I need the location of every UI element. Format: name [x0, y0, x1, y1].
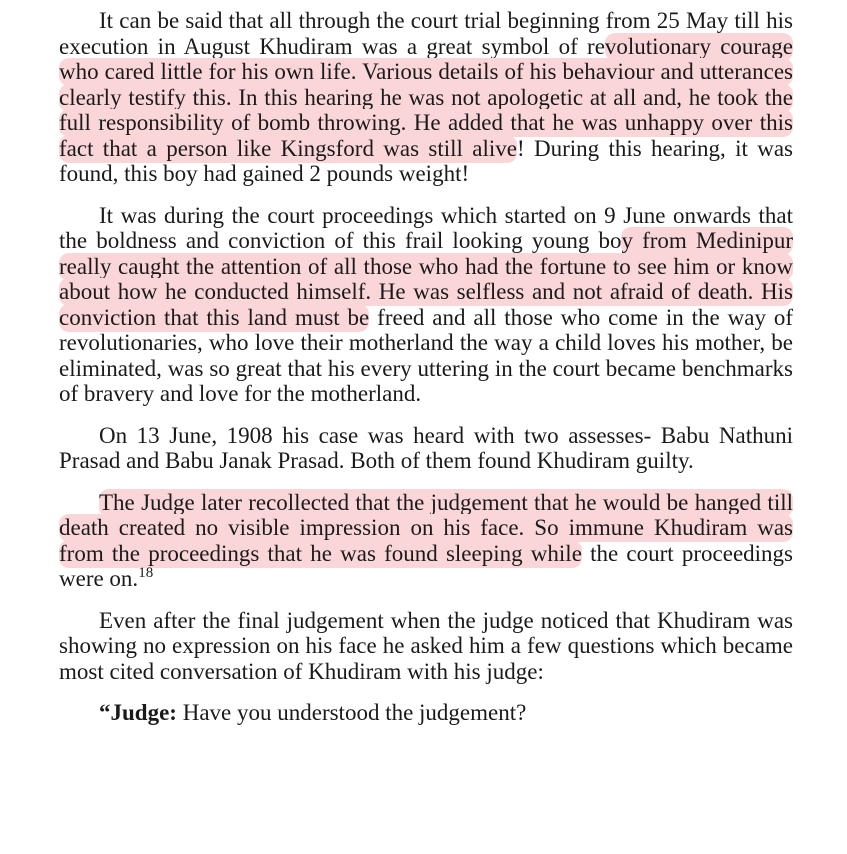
highlighted-text[interactable]: y from Medinipur really caught the attention of all those who had the fortune to see him or know about how he conducted himself. He was selfless and not afraid of death. His conviction that this land must be: [59, 228, 793, 330]
highlighted-text[interactable]: The Judge later recollected that the judgement that he would be hanged till death created no visible impression on his face. So immune Khudiram was from the proceedings that he was found sleeping while: [59, 489, 793, 566]
paragraph-judge-recollection: [59, 490, 793, 592]
paragraph-text: freed and all those who come in the way of revolutionaries, who love their motherland the way a child loves his mother, be eliminated, was so great that his every uttering in the court became benchmarks of bravery and love for the motherland.: [59, 304, 793, 406]
paragraph-text: It was during the court proceedings which started on 9 June onwards that the boldness and conviction of this frail looking young bo: [59, 202, 793, 253]
highlighted-text[interactable]: volutionary courage who cared little for his own life. Various details of his behaviour and utterances clearly testify this. In this hearing he was not apologetic at all and, he took the full responsibility of bomb throwing. He added that he was unhappy over this fact that a person like Kingsford was still alive: [59, 33, 794, 161]
paragraph-final-judgement: [59, 608, 793, 685]
paragraph-court-proceedings: [59, 203, 793, 407]
paragraph-text: On 13 June, 1908 his case was heard with two assesses- Babu Nathuni Prasad and Babu Janak Prasad. Both of them found Khudiram guilty.: [59, 422, 793, 473]
paragraph-text: ! During this hearing, it was found, this boy had gained 2 pounds weight!: [59, 135, 793, 186]
dialogue-text: Have you understood the judgement?: [176, 700, 527, 725]
paragraph-text: Even after the final judgement when the judge noticed that Khudiram was showing no expression on his face he asked him a few questions which became most cited conversation of Khudiram with his judge:: [59, 607, 793, 684]
paragraph-text: the court proceedings were on.: [59, 540, 794, 591]
footnote-reference[interactable]: 18: [138, 565, 154, 581]
dialogue-speaker: “Judge:: [99, 700, 177, 725]
paragraph-trial-courage: [59, 8, 793, 187]
paragraph-case-heard: [59, 423, 793, 474]
document-page: [59, 8, 793, 726]
dialogue-line: [59, 700, 793, 726]
paragraph-text: It can be said that all through the court trial beginning from 25 May till his execution in August Khudiram was a great symbol of re: [59, 8, 793, 59]
